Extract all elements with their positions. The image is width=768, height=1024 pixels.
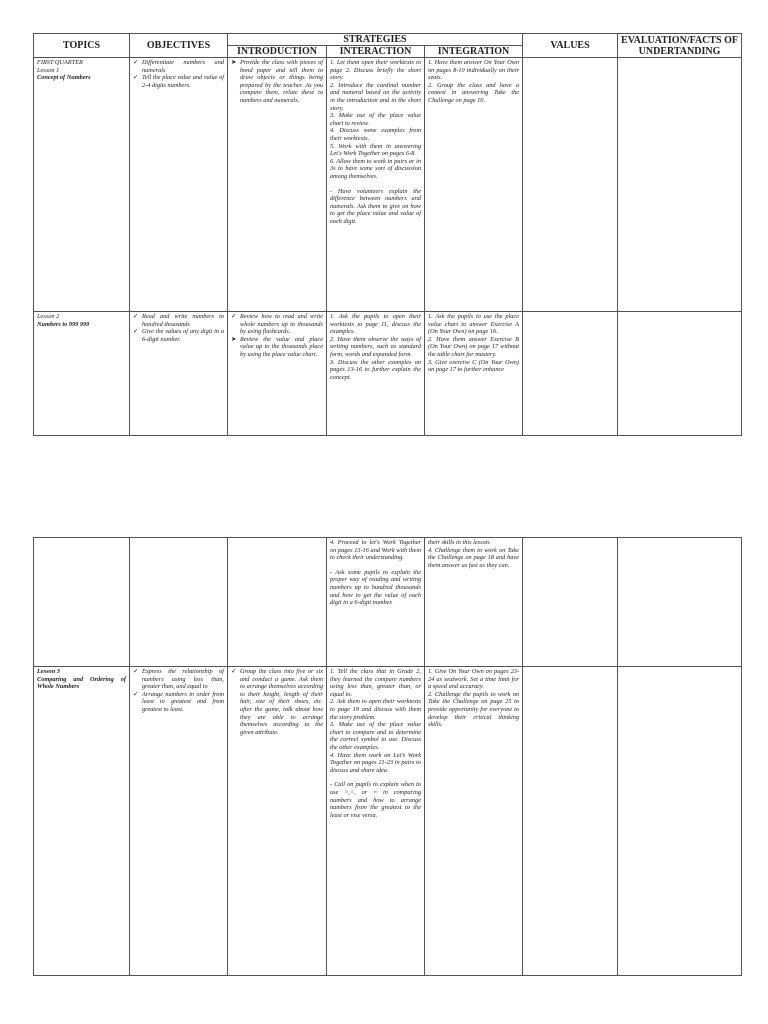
lesson-1-evaluation bbox=[618, 58, 742, 312]
objective-item: ✓ Read and write numbers to hundred thousands bbox=[133, 313, 224, 328]
interaction-note: - Call on pupils to explain when to use >,<, or = in comparing numbers and how to arrange numbers from the greatest to the least or vise versa. bbox=[330, 781, 421, 819]
lesson-3-values bbox=[523, 667, 618, 976]
lesson-3-integration bbox=[425, 667, 523, 976]
lesson-number: Lesson 1 bbox=[37, 66, 60, 74]
arrow-icon: ➤ bbox=[231, 59, 237, 66]
lesson-plan-table-1 bbox=[33, 33, 742, 436]
introduction-item: ➤ Review the value and place value up to the thousands place by using the place value chart. bbox=[231, 335, 323, 358]
objective-item: ✓ Express the relationship of numbers using less than, greater than, and equal to bbox=[133, 668, 224, 691]
check-icon: ✓ bbox=[133, 313, 139, 320]
lesson-2-interaction bbox=[327, 312, 425, 436]
integration-step: 2. Group the class and have a contest in answering Take the Challenge on page 10. bbox=[428, 81, 520, 104]
interaction-step: 4. Have them work on Let's Work Together on pages 21-23 in pairs to discuss and share idea. bbox=[330, 751, 421, 774]
lesson-2-integration bbox=[425, 312, 523, 436]
lesson-3-interaction bbox=[327, 667, 425, 976]
integration-step: 1. Have them answer On Your Own on pages 8-10 individually on their seats. bbox=[428, 59, 520, 82]
lesson-3-introduction bbox=[228, 667, 327, 976]
lesson-1-topic bbox=[34, 58, 130, 312]
integration-step: their skills in this lesson. bbox=[428, 539, 491, 546]
check-icon: ✓ bbox=[133, 59, 139, 66]
lesson-1-row bbox=[34, 58, 742, 312]
arrow-icon: ➤ bbox=[231, 335, 237, 343]
lesson-1-interaction bbox=[327, 58, 425, 312]
objective-item: ✓ Give the values of any digit in a 6-digit number. bbox=[133, 328, 224, 343]
lesson-1-objectives bbox=[130, 58, 228, 312]
integration-step: 1. Ask the pupils to use the place value chart to answer Exercise A (On Your Own) on page 16. bbox=[428, 313, 520, 336]
lesson-2-cont-introduction bbox=[228, 538, 327, 667]
interaction-step: 4. Proceed to let's Work Together on pages 13-16 and Work with them to check their understanding. bbox=[330, 539, 421, 562]
lesson-2-row bbox=[34, 312, 742, 436]
lesson-2-cont-objectives bbox=[130, 538, 228, 667]
lesson-2-objectives bbox=[130, 312, 228, 436]
check-icon: ✓ bbox=[133, 74, 139, 82]
lesson-2-continued-row bbox=[34, 538, 742, 667]
interaction-note: - Have volunteers explain the difference between numbers and numerals. Ask them to give on how to get the place value and value of each digit. bbox=[330, 187, 421, 225]
interaction-step: 3. Make use of the place value chart to review. bbox=[330, 112, 421, 127]
lesson-2-cont-integration bbox=[425, 538, 523, 667]
check-icon: ✓ bbox=[231, 313, 237, 320]
lesson-1-introduction bbox=[228, 58, 327, 312]
check-icon: ✓ bbox=[231, 668, 237, 675]
interaction-step: 2. Have them observe the ways of writing numbers, such as standard form, words and expanded form. bbox=[330, 335, 421, 358]
lesson-1-integration bbox=[425, 58, 523, 312]
lesson-number: Lesson 3 bbox=[37, 668, 60, 675]
introduction-item: ✓ Review how to read and write whole numbers up to thousands by using flashcards. bbox=[231, 313, 323, 336]
check-icon: ✓ bbox=[133, 328, 139, 336]
lesson-3-evaluation bbox=[618, 667, 742, 976]
lesson-number: Lesson 2 bbox=[37, 313, 60, 320]
interaction-step: 3. Discuss the other examples on pages 13-16 to further explain the concept. bbox=[330, 358, 421, 381]
interaction-step: 1. Tell the class that in Grade 2, they learned the compare numbers using less than, greater than, or equal to. bbox=[330, 668, 421, 698]
interaction-step: 3. Make use of the place value chart to compare and to determine the correct symbol to use. Discuss the other examples. bbox=[330, 721, 421, 751]
header-strategies: STRATEGIES bbox=[228, 34, 523, 46]
header-values: VALUES bbox=[523, 34, 618, 58]
lesson-2-values bbox=[523, 312, 618, 436]
introduction-item: ➤ Provide the class with pieces of bond paper and tell them to draw objects or things being prepared by the teacher. As you compare them, relate these to numbers and numerals. bbox=[231, 59, 323, 104]
interaction-step: 6. Allow them to work in pairs or in 3s to have some sort of discussion among themselves. bbox=[330, 157, 421, 180]
header-interaction: INTERACTION bbox=[327, 46, 425, 58]
interaction-step: 5. Work with them in answering Let's Work Together on pages 6-8. bbox=[330, 142, 421, 158]
interaction-step: 1. Let them open their worktexts to page 2. Discuss briefly the short story. bbox=[330, 59, 421, 82]
interaction-note: - Ask some pupils to explain the proper way of reading and writing numbers up to hundred thousands and how to get the value of each digit in a 6-digit number. bbox=[330, 568, 421, 607]
lesson-title: Numbers to 999 999 bbox=[37, 320, 90, 328]
lesson-2-cont-values bbox=[523, 538, 618, 667]
lesson-3-row bbox=[34, 667, 742, 976]
lesson-title: Comparing and Ordering of Whole Numbers bbox=[37, 675, 126, 691]
lesson-3-topic bbox=[34, 667, 130, 976]
header-evaluation: EVALUATION/FACTS OF UNDERTANDING bbox=[618, 34, 742, 58]
objective-item: ✓ Tell the place value and value of 2-4 digits numbers. bbox=[133, 74, 224, 89]
lesson-2-evaluation bbox=[618, 312, 742, 436]
header-objectives: OBJECTIVES bbox=[130, 34, 228, 58]
lesson-2-cont-interaction bbox=[327, 538, 425, 667]
lesson-2-cont-evaluation bbox=[618, 538, 742, 667]
lesson-2-cont-topic bbox=[34, 538, 130, 667]
lesson-2-topic bbox=[34, 312, 130, 436]
lesson-plan-table-2 bbox=[33, 537, 742, 976]
integration-step: 2. Have them answer Exercise B (On Your Own) on page 17 without the table chart for mastery. bbox=[428, 335, 520, 358]
header-topics: TOPICS bbox=[34, 34, 130, 58]
check-icon: ✓ bbox=[133, 668, 139, 675]
header-integration: INTEGRATION bbox=[425, 46, 523, 58]
interaction-step: 2. Introduce the cardinal number and numeral based on the activity in the introduction and in the short story. bbox=[330, 81, 421, 112]
introduction-item: ✓ Group the class into five or six and conduct a game. Ask them to arrange themselves according to their height, length of their hair, size of their shoes, etc. after the game, talk about how they are able to arrange themselves according to the given attribute. bbox=[231, 668, 323, 736]
interaction-step: 4. Discuss some examples from their worktexts. bbox=[330, 127, 421, 142]
lesson-1-values bbox=[523, 58, 618, 312]
lesson-title: Concept of Numbers bbox=[37, 74, 91, 82]
lesson-2-introduction bbox=[228, 312, 327, 436]
header-introduction: INTRODUCTION bbox=[228, 46, 327, 58]
integration-step: 1. Give On Your Own on pages 23-24 as seatwork. Set a time limit for a speed and accuracy. bbox=[428, 668, 519, 691]
integration-step: 3. Give exercise C (On Your Own) on page 17 to further enhance bbox=[428, 358, 520, 374]
objective-item: ✓ Arrange numbers in order from least to greatest and from greatest to least. bbox=[133, 690, 224, 713]
interaction-step: 1. Ask the pupils to open their worktexts to page 11, discuss the examples. bbox=[330, 313, 421, 336]
quarter-label: FIRST QUARTER bbox=[37, 59, 83, 66]
check-icon: ✓ bbox=[133, 690, 139, 698]
objective-item: ✓ Differentiate numbers and numerals bbox=[133, 59, 224, 74]
interaction-step: 2. Ask them to open their worktexts to page 19 and discuss with them the story problem. bbox=[330, 698, 421, 721]
lesson-3-objectives bbox=[130, 667, 228, 976]
integration-step: 4. Challenge them to work on Take the Challenge on page 18 and have them answer as fast as they can. bbox=[428, 546, 519, 569]
integration-step: 2. Challenge the pupils to work on Take the Challenge on page 25 to provide opportunity for everyone to develop their critical thinking skills. bbox=[428, 690, 519, 729]
